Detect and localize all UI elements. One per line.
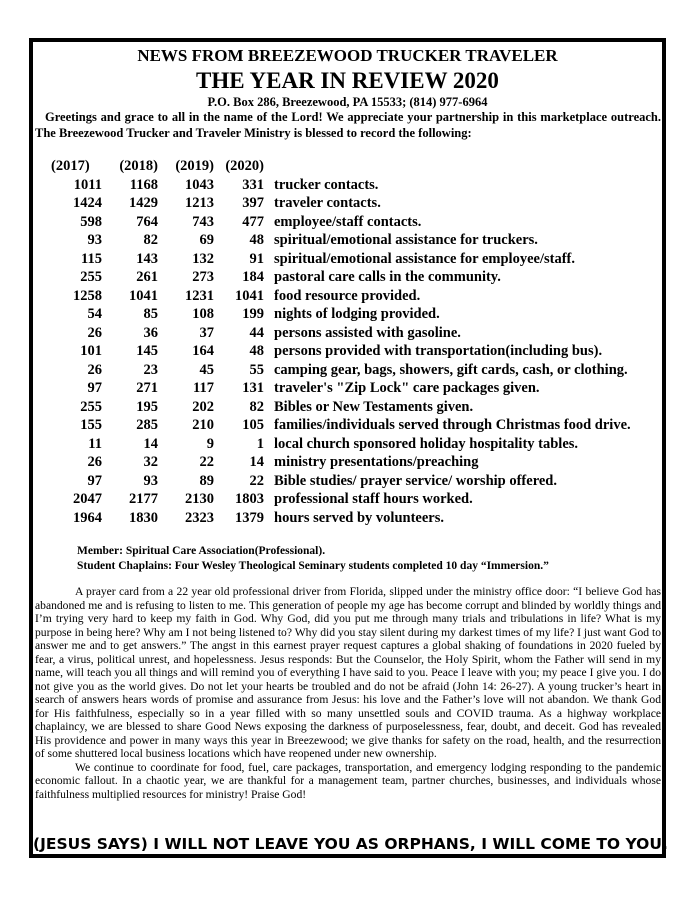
value-2020: 48 (249, 343, 264, 359)
value-2019: 89 (199, 472, 214, 489)
row-description: ministry presentations/preaching (274, 454, 479, 470)
table-row (35, 509, 661, 528)
value-2018: 143 (136, 250, 158, 267)
value-2019: 743 (192, 213, 214, 230)
row-description: spiritual/emotional assistance for employee/staff. (274, 250, 575, 267)
value-2018: 195 (136, 398, 158, 415)
value-2017: 1964 (73, 509, 102, 526)
value-2020: 477 (242, 213, 264, 230)
value-2017: 155 (80, 417, 102, 433)
table-row (35, 416, 661, 435)
newsletter-heading: NEWS FROM BREEZEWOOD TRUCKER TRAVELER (137, 46, 558, 65)
footer-quote: (JESUS SAYS) I WILL NOT LEAVE YOU AS ORPHANS, I WILL COME TO YOU. (33, 835, 668, 853)
value-2018: 85 (143, 306, 158, 322)
table-row (35, 176, 661, 195)
value-2017: 1424 (73, 195, 102, 211)
table-row (35, 305, 661, 324)
table-row (35, 287, 661, 306)
value-2019: 210 (192, 417, 214, 433)
value-2020: 48 (249, 232, 264, 248)
value-2018: 1429 (129, 195, 158, 211)
value-2019: 37 (199, 324, 214, 341)
value-2018: 93 (143, 472, 158, 489)
table-row (35, 342, 661, 361)
row-description: pastoral care calls in the community. (274, 269, 501, 285)
value-2017: 1011 (73, 176, 102, 193)
row-description: families/individuals served through Christmas food drive. (274, 417, 631, 433)
table-row (35, 361, 661, 380)
value-2020: 1041 (235, 287, 264, 304)
table-header-row (35, 157, 661, 176)
table-row (35, 231, 661, 250)
newsletter-body (35, 585, 661, 801)
value-2020: 105 (242, 417, 264, 433)
value-2018: 145 (136, 343, 158, 359)
row-description: traveler contacts. (274, 195, 381, 211)
value-2019: 202 (192, 398, 214, 415)
value-2018: 36 (143, 324, 158, 341)
value-2019: 45 (199, 361, 214, 378)
value-2019: 1231 (185, 287, 214, 304)
value-2019: 2323 (185, 509, 214, 526)
column-header-2017: (2017) (51, 158, 90, 174)
row-description: professional staff hours worked. (274, 491, 473, 507)
column-header-2020: (2020) (225, 158, 264, 174)
value-2018: 1168 (129, 176, 158, 193)
row-description: persons provided with transportation(including bus). (274, 343, 603, 359)
student-chaplains-line: Student Chaplains: Four Wesley Theological Seminary students completed 10 day “Immersion.” (77, 560, 549, 572)
value-2018: 23 (143, 361, 158, 378)
row-description: Bibles or New Testaments given. (274, 398, 474, 415)
value-2018: 1830 (129, 509, 158, 526)
row-description: camping gear, bags, showers, gift cards, cash, or clothing. (274, 361, 628, 378)
value-2020: 82 (249, 398, 264, 415)
row-description: persons assisted with gasoline. (274, 324, 461, 341)
column-header-2019: (2019) (175, 158, 214, 174)
value-2019: 1043 (185, 176, 214, 193)
row-description: local church sponsored holiday hospitality tables. (274, 435, 579, 452)
value-2020: 1379 (235, 509, 264, 526)
row-description: spiritual/emotional assistance for truckers. (274, 232, 538, 248)
value-2017: 101 (80, 343, 102, 359)
value-2019: 1213 (185, 195, 214, 211)
intro-paragraph: Greetings and grace to all in the name of the Lord! We appreciate your partnership in this marketplace outreach. The Breezewood Trucker and Traveler Ministry is blessed to record the following: (35, 110, 661, 140)
value-2020: 184 (242, 269, 264, 285)
row-description: employee/staff contacts. (274, 213, 422, 230)
table-row (35, 250, 661, 269)
row-description: trucker contacts. (274, 176, 379, 193)
row-description: food resource provided. (274, 287, 421, 304)
value-2020: 22 (249, 472, 264, 489)
page-title: THE YEAR IN REVIEW 2020 (196, 68, 499, 93)
value-2020: 91 (249, 250, 264, 267)
row-description: nights of lodging provided. (274, 306, 440, 322)
value-2017: 54 (87, 306, 102, 322)
value-2017: 93 (87, 232, 102, 248)
value-2018: 764 (136, 213, 158, 230)
value-2018: 261 (136, 269, 158, 285)
affiliations (77, 544, 657, 574)
row-description: traveler's "Zip Lock" care packages given. (274, 380, 540, 396)
value-2017: 97 (87, 380, 102, 396)
value-2017: 1258 (73, 287, 102, 304)
value-2017: 2047 (73, 491, 102, 507)
value-2020: 331 (242, 176, 264, 193)
table-row (35, 472, 661, 491)
value-2018: 32 (143, 454, 158, 470)
table-row (35, 324, 661, 343)
row-description: Bible studies/ prayer service/ worship offered. (274, 472, 557, 489)
statistics-rows (35, 176, 661, 528)
table-row (35, 398, 661, 417)
contact-address: P.O. Box 286, Breezewood, PA 15533; (814) 977-6964 (207, 95, 488, 109)
value-2019: 273 (192, 269, 214, 285)
table-row (35, 194, 661, 213)
value-2020: 131 (242, 380, 264, 396)
table-row (35, 268, 661, 287)
value-2019: 69 (199, 232, 214, 248)
value-2019: 117 (193, 380, 214, 396)
value-2017: 26 (87, 324, 102, 341)
value-2017: 11 (88, 435, 102, 452)
value-2019: 22 (199, 454, 214, 470)
value-2017: 26 (87, 361, 102, 378)
value-2019: 108 (192, 306, 214, 322)
value-2020: 44 (249, 324, 264, 341)
body-paragraph-coordination: We continue to coordinate for food, fuel, care packages, transportation, and emergency lodging responding to the pandemic economic fallout. In a chaotic year, we are thankful for a management team, partner churches, businesses, and individuals whose faithfulness multiplied resources for ministry! Praise God! (35, 760, 661, 801)
table-row (35, 453, 661, 472)
table-row (35, 435, 661, 454)
value-2020: 397 (242, 195, 264, 211)
column-header-2018: (2018) (119, 158, 158, 174)
row-description: hours served by volunteers. (274, 509, 444, 526)
value-2017: 598 (80, 213, 102, 230)
table-row (35, 490, 661, 509)
value-2019: 164 (192, 343, 214, 359)
column-header-description (264, 157, 661, 176)
membership-line: Member: Spiritual Care Association(Professional). (77, 545, 326, 557)
value-2020: 199 (242, 306, 264, 322)
value-2020: 14 (249, 454, 264, 470)
table-row (35, 213, 661, 232)
value-2017: 255 (80, 398, 102, 415)
value-2018: 82 (143, 232, 158, 248)
value-2018: 2177 (129, 491, 158, 507)
value-2020: 1803 (235, 491, 264, 507)
value-2018: 14 (143, 435, 158, 452)
statistics-table (35, 157, 661, 527)
value-2019: 132 (192, 250, 214, 267)
table-row (35, 379, 661, 398)
value-2018: 285 (136, 417, 158, 433)
value-2020: 55 (249, 361, 264, 378)
value-2020: 1 (256, 435, 264, 452)
body-paragraph-prayer: A prayer card from a 22 year old professional driver from Florida, slipped under the ministry office door: “I believe God has abandoned me and is refusing to listen to me. This generation of people my age has become corrupt and blinded by worldly things and I’m trying very hard to keep my faith in God. Why God, did you put me through many trials and tribulations in life? What is my purpose in being here? Why am I not being listened to? Why did you stay silent during my darkest times of my life? I just want God to answer me and to get answers.” The angst in this earnest prayer request captures a global shaking of foundations in 2020 fueled by fear, a virus, political unrest, and hopelessness. Jesus responds: But the Counselor, the Holy Spirit, whom the Father will send in my name, will teach you all things and will remind you of everything I have said to you. Peace I leave with you; my peace I give you. I do not give you as the world gives. Do not let your hearts be troubled and do not be afraid (John 14: 26-27). A young trucker’s heart in search of answers hears words of promise and assurance from Jesus: his love and the Father’s love will not abandon. We thank God for His faithfulness, especially so in a year filled with so many unsettled souls and COVID trauma. As a highway workplace chaplaincy, we are blessed to share Good News exposing the darkness of purposelessness, fear, doubt, and deceit. God has revealed His providence and power in many ways this year in Breezewood; we give thanks for safety on the road, health, and the resurrection of some shuttered local business locations which have reopened under new ownership. (35, 585, 661, 760)
value-2017: 255 (80, 269, 102, 285)
value-2017: 97 (87, 472, 102, 489)
value-2017: 115 (81, 250, 102, 267)
value-2017: 26 (87, 454, 102, 470)
value-2018: 1041 (129, 287, 158, 304)
value-2019: 9 (206, 435, 214, 452)
value-2019: 2130 (185, 491, 214, 507)
value-2018: 271 (136, 380, 158, 396)
